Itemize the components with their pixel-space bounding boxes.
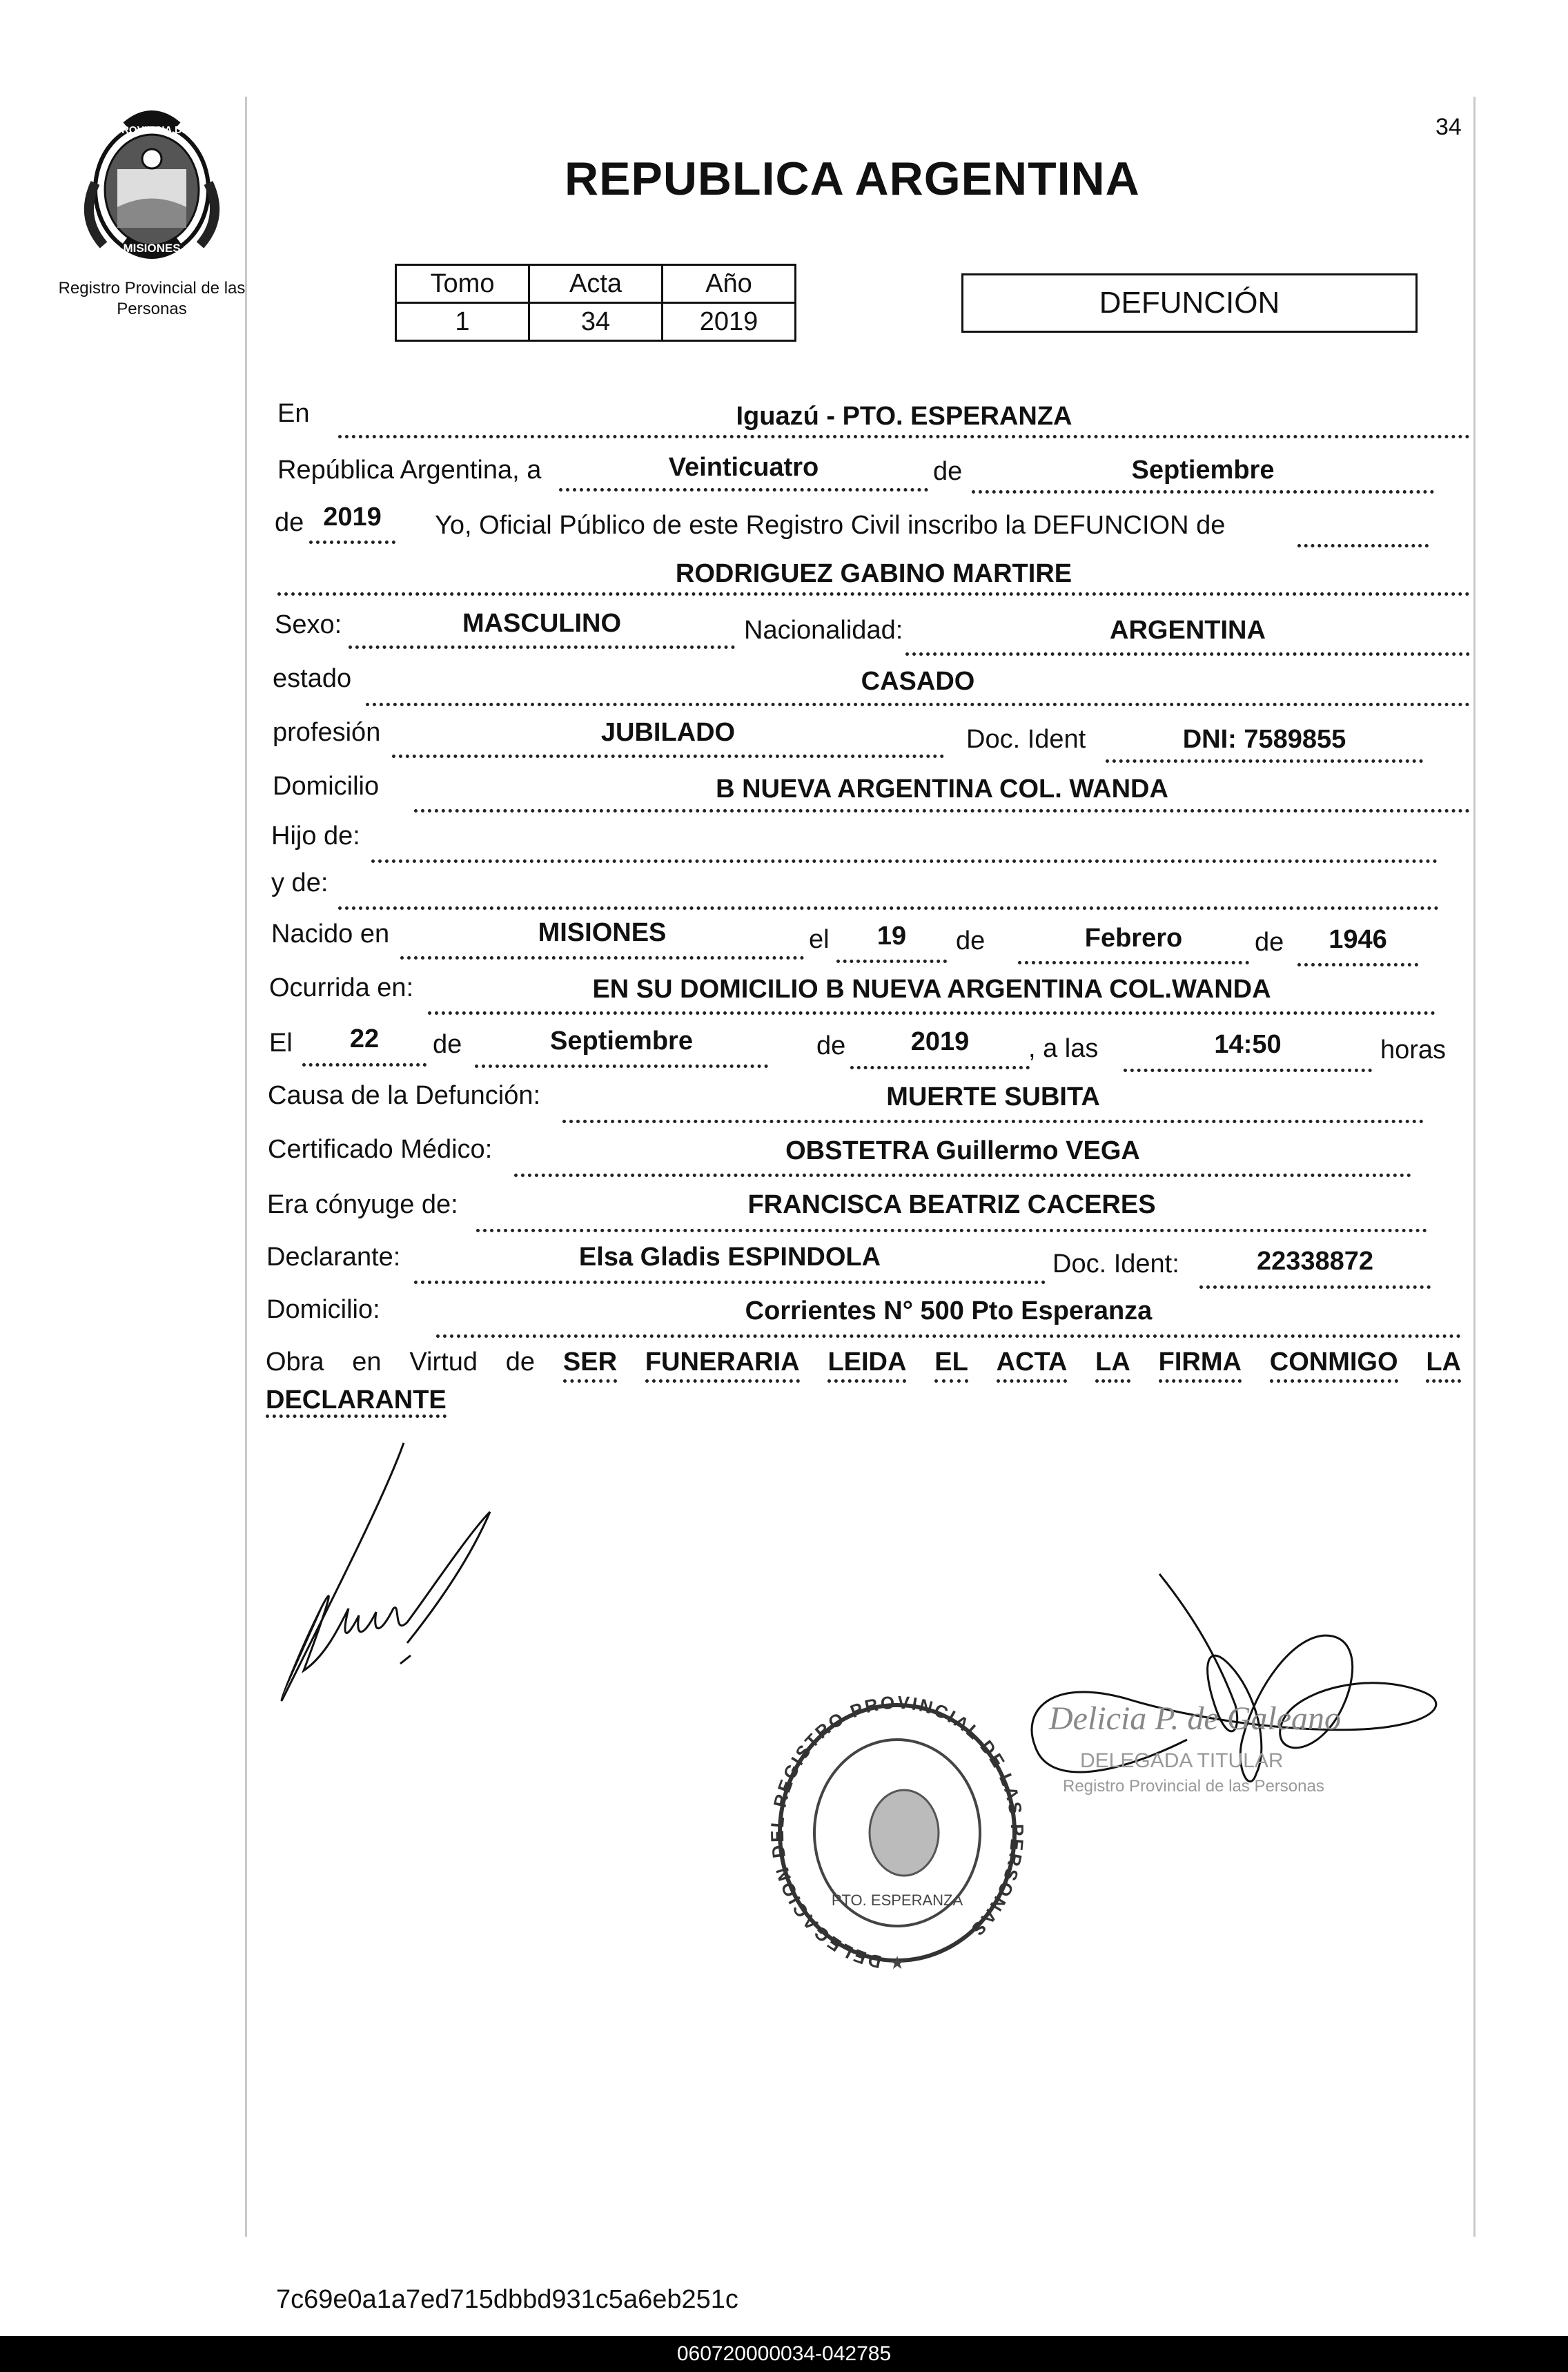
- obra-value-line-2: DECLARANTE: [266, 1386, 447, 1418]
- document-hash: 7c69e0a1a7ed715dbbd931c5a6eb251c: [276, 2285, 738, 2314]
- label-a-las: , a las: [1028, 1034, 1099, 1063]
- value-death-time: 14:50: [1214, 1030, 1282, 1059]
- label-doc-ident-colon: Doc. Ident:: [1052, 1250, 1179, 1279]
- label-declarante: Declarante:: [266, 1243, 401, 1272]
- label-de: de: [433, 1030, 462, 1059]
- value-death-month: Septiembre: [550, 1027, 693, 1056]
- dotted-line: [371, 859, 1438, 863]
- label-hijo-de: Hijo de:: [271, 822, 360, 850]
- value-birth-day: 19: [876, 922, 907, 951]
- obra-line-1: [266, 1345, 1461, 1383]
- dotted-line: [277, 592, 1470, 596]
- obra-value-word: SER: [563, 1345, 617, 1383]
- label-doc-ident: Doc. Ident: [966, 725, 1086, 754]
- label-domicilio: Domicilio: [273, 772, 380, 801]
- value-nationality: ARGENTINA: [1110, 616, 1266, 645]
- dotted-line: [349, 645, 735, 649]
- dotted-line: [338, 906, 1439, 910]
- page-edge-right: [1473, 97, 1476, 2237]
- label-de: de: [956, 926, 986, 955]
- label-y-de: y de:: [271, 868, 329, 897]
- declarant-signature: [262, 1436, 552, 1726]
- label-certificado: Certificado Médico:: [268, 1135, 493, 1164]
- page-edge-left: [245, 97, 247, 2237]
- label-en: En: [277, 399, 310, 428]
- value-year: 2019: [323, 503, 382, 532]
- label-republica: República Argentina, a: [277, 456, 542, 485]
- dotted-line: [559, 488, 928, 492]
- dotted-line: [338, 435, 1470, 438]
- obra-line-2: [266, 1383, 1461, 1417]
- label-de: de: [816, 1031, 846, 1060]
- value-place: Iguazú - PTO. ESPERANZA: [736, 402, 1072, 431]
- official-name: Delicia P. de Galeano: [1049, 1700, 1342, 1737]
- misiones-crest-icon: [76, 107, 228, 266]
- label-de: de: [933, 457, 963, 486]
- ref-value-tomo: 1: [396, 303, 529, 341]
- dotted-line: [428, 1011, 1435, 1015]
- label-nacionalidad: Nacionalidad:: [744, 616, 903, 645]
- dotted-line: [1297, 544, 1429, 547]
- value-address: B NUEVA ARGENTINA COL. WANDA: [716, 775, 1168, 804]
- dotted-line: [475, 1065, 768, 1068]
- dotted-line: [1297, 963, 1418, 966]
- ref-header-ano: Año: [663, 265, 796, 303]
- ref-value-acta: 34: [529, 303, 663, 341]
- label-profesion: profesión: [273, 718, 381, 747]
- label-nacido-en: Nacido en: [271, 920, 390, 949]
- label-sexo: Sexo:: [275, 610, 342, 639]
- label-de: de: [275, 508, 304, 537]
- obra-value-word: EL: [934, 1345, 968, 1383]
- document-type-box: DEFUNCIÓN: [961, 273, 1418, 333]
- ref-header-tomo: Tomo: [396, 265, 529, 303]
- value-death-place: EN SU DOMICILIO B NUEVA ARGENTINA COL.WANDA: [592, 975, 1271, 1004]
- dotted-line: [1199, 1285, 1431, 1289]
- registry-seal: [766, 1684, 1028, 1981]
- svg-text:★: ★: [889, 1952, 905, 1973]
- label-conyuge: Era cónyuge de:: [267, 1190, 458, 1219]
- label-de: de: [1255, 928, 1284, 957]
- dotted-line: [836, 960, 947, 963]
- dotted-line: [392, 755, 944, 758]
- dotted-line: [1124, 1069, 1372, 1072]
- value-month: Septiembre: [1131, 456, 1275, 485]
- dotted-line: [366, 703, 1470, 706]
- seal-ring-text: DELEGACION DEL REGISTRO PROVINCIAL DE LAS PERSONAS: [766, 1691, 1028, 1973]
- dotted-line: [562, 1120, 1424, 1123]
- registry-label: Registro Provincial de las Personas: [58, 279, 246, 318]
- dotted-line: [302, 1063, 427, 1067]
- obra-word: de: [505, 1348, 536, 1377]
- label-yo: Yo, Oficial Público de este Registro Civil inscribo la DEFUNCION de: [435, 511, 1226, 540]
- obra-value-word: CONMIGO: [1270, 1345, 1398, 1383]
- value-death-day: 22: [349, 1024, 380, 1053]
- dotted-line: [476, 1229, 1427, 1232]
- obra-value-word: FIRMA: [1159, 1345, 1242, 1383]
- value-doc-id: DNI: 7589855: [1182, 725, 1346, 754]
- obra-value-word: LEIDA: [827, 1345, 906, 1383]
- value-spouse: FRANCISCA BEATRIZ CACERES: [747, 1190, 1156, 1219]
- value-birth-month: Febrero: [1084, 924, 1183, 953]
- value-death-year: 2019: [910, 1027, 970, 1056]
- ref-value-ano: 2019: [663, 303, 796, 341]
- obra-value-word: LA: [1095, 1345, 1130, 1383]
- value-day-text: Veinticuatro: [668, 453, 819, 482]
- seal-inner-text: PTO. ESPERANZA: [831, 1892, 963, 1909]
- value-profession: JUBILADO: [600, 718, 736, 747]
- obra-word: Virtud: [409, 1348, 478, 1377]
- obra-value-word: FUNERARIA: [645, 1345, 800, 1383]
- label-causa: Causa de la Defunción:: [268, 1081, 541, 1110]
- dotted-line: [400, 956, 804, 960]
- label-ocurrida-en: Ocurrida en:: [269, 973, 414, 1002]
- value-civil-status: CASADO: [861, 667, 975, 696]
- dotted-line: [309, 541, 395, 544]
- dotted-line: [1018, 961, 1249, 964]
- value-declarant-address: Corrientes N° 500 Pto Esperanza: [745, 1296, 1153, 1325]
- label-el: el: [809, 925, 830, 954]
- label-estado: estado: [273, 664, 352, 693]
- page-title: REPUBLICA ARGENTINA: [565, 153, 1140, 205]
- official-registry: Registro Provincial de las Personas: [1063, 1777, 1324, 1796]
- official-title: DELEGADA TITULAR: [1080, 1749, 1284, 1772]
- value-birth-place: MISIONES: [538, 918, 667, 947]
- value-sex: MASCULINO: [462, 609, 622, 638]
- value-birth-year: 1946: [1329, 925, 1387, 954]
- value-doctor: OBSTETRA Guillermo VEGA: [785, 1136, 1140, 1165]
- value-name: RODRIGUEZ GABINO MARTIRE: [675, 559, 1072, 588]
- barcode-number: 060720000034-042785: [676, 2342, 892, 2365]
- dotted-line: [514, 1174, 1411, 1177]
- label-domicilio-colon: Domicilio:: [266, 1295, 380, 1324]
- obra-value-word: LA: [1426, 1345, 1461, 1383]
- dotted-line: [905, 652, 1470, 656]
- value-declarant-doc: 22338872: [1256, 1247, 1374, 1276]
- page-number: 34: [1435, 114, 1462, 140]
- crest-text-bottom: MISIONES: [123, 242, 181, 255]
- dotted-line: [414, 809, 1470, 813]
- official-signature: [1008, 1567, 1463, 1857]
- obra-word: Obra: [266, 1348, 324, 1377]
- dotted-line: [436, 1334, 1461, 1338]
- dotted-line: [1106, 759, 1423, 763]
- dotted-line: [850, 1066, 1030, 1069]
- obra-word: en: [352, 1348, 382, 1377]
- value-declarant: Elsa Gladis ESPINDOLA: [578, 1243, 881, 1272]
- obra-paragraph: [266, 1345, 1461, 1417]
- value-cause: MUERTE SUBITA: [886, 1082, 1100, 1111]
- dotted-line: [414, 1281, 1046, 1284]
- reference-table: [395, 264, 796, 342]
- label-horas: horas: [1380, 1036, 1447, 1065]
- obra-value-word: ACTA: [997, 1345, 1068, 1383]
- label-el-cap: El: [269, 1029, 293, 1058]
- ref-header-acta: Acta: [529, 265, 663, 303]
- dotted-line: [972, 490, 1434, 494]
- crest-text-top: PROVINCIA DE: [115, 124, 189, 136]
